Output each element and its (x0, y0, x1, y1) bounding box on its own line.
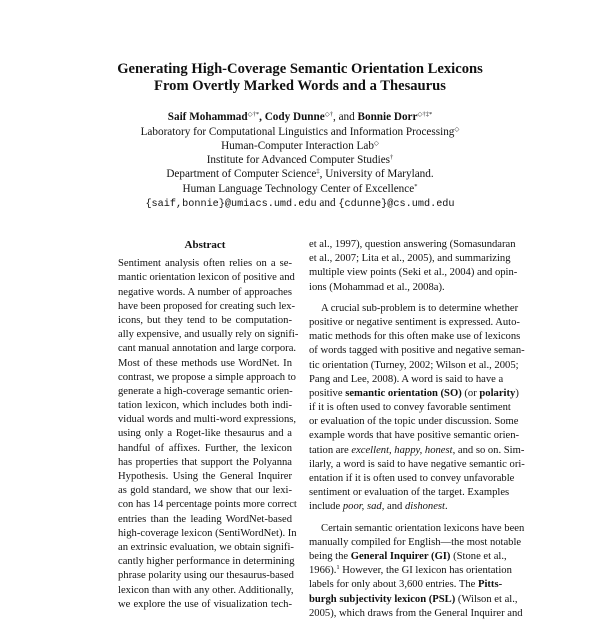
paragraph-manual-lexicons: Certain semantic orientation lexicons have been manually compiled for English—the most notable being the General Inquirer (GI) (Stone et al., 1966).$^1$ However, the GI lexicon has orientation labels for only about 3,600 entries. The Pitts- burgh subjectivity lexicon (PSL) (Wilson et al., 2005), which draws from the General Inquirer and (309, 522, 525, 619)
body-line: et al., 1997), question answering (Somasundaran (309, 239, 516, 250)
email-address: {cdunne}@cs.umd.edu (338, 198, 455, 210)
abstract-line: has properties that support the Polyanna (118, 456, 292, 468)
term-semantic-orientation: semantic orientation (SO) (345, 387, 462, 399)
abstract-line: tation lexicon, which includes both indi- (118, 400, 292, 412)
abstract-line: we explore the use of visualization tech- (118, 598, 292, 610)
term-general-inquirer: General Inquirer (GI) (350, 550, 451, 562)
abstract-line: vidual words and multi-word expressions, (118, 414, 297, 426)
abstract-line: high-coverage lexicon (SentiWordNet). In (118, 527, 297, 539)
footnote-marker: 1 (336, 564, 340, 572)
affiliation: Department of Computer Science‡, University of Maryland. (166, 168, 434, 181)
abstract-line: have been proposed for creating such lex- (118, 300, 296, 312)
affiliation: Human-Computer Interaction Lab◇ (221, 139, 379, 152)
affiliation: Institute for Advanced Computer Studies† (206, 154, 394, 167)
body-line: ions (Mohammad et al., 2008a). (309, 281, 445, 293)
term-polarity: polarity (479, 387, 516, 399)
title-line-1: Generating High-Coverage Semantic Orientation Lexicons (117, 61, 483, 77)
abstract-line: contrast, we propose a simple approach to (118, 371, 296, 383)
author-marks: ◇†‡* (417, 111, 433, 118)
term-psl: burgh subjectivity lexicon (PSL) (309, 593, 456, 605)
abstract-line: cantly higher performance in determining (118, 556, 295, 568)
email-connector: and (319, 196, 336, 209)
author-name: Bonnie Dorr (357, 111, 418, 123)
abstract-line: an extrinsic evaluation, we obtain signifi- (118, 541, 294, 553)
abstract-column (118, 238, 299, 612)
abstract-line: handful of affixes. Further, the lexicon (118, 442, 292, 454)
author-name: Saif Mohammad (167, 111, 248, 123)
abstract-line: as gold standard, we show that our lexi- (118, 485, 292, 497)
author-separator: , (259, 111, 262, 123)
abstract-line: cant manual annotation and large corpora. (118, 343, 297, 355)
author-marks: ◇†* (247, 111, 260, 118)
body-line: multiple view points (Seki et al., 2004) and opin- (309, 267, 518, 279)
affiliation: Human Language Technology Center of Excellence* (182, 182, 418, 195)
abstract-heading: Abstract (184, 239, 226, 251)
abstract-line: lexicon than with any other. Additionally, (118, 584, 294, 596)
affiliation: Laboratory for Computational Linguistics and Information Processing◇ (140, 125, 460, 138)
body-line: et al., 2007; Lita et al., 2005), and summarizing (309, 253, 511, 265)
abstract-line: Hypothesis. Using the General Inquirer (118, 471, 292, 483)
abstract-line: negative words. A number of approaches (118, 286, 292, 298)
paragraph-semantic-orientation: A crucial sub-problem is to determine whether positive or negative sentiment is expressed. Auto- matic methods for this often make use of lexicons of words tagged with positive and negative seman- tic orientation (Turney, 2002; Wilson et al., 2005; Pang and Lee, 2008). A word is said to have a positive semantic orientation (SO) (or polarity) if it is often used to convey favorable sentiment or evaluation of the topic under discussion. Some example words that have positive semantic orien- tation are excellent, happy, honest, and so on. Sim- ilarly, a word is said to have negative semantic ori- entation if it is often used to convey unfavorable sentiment or evaluation of the target. Examples include poor, sad, and dishonest. (309, 302, 525, 513)
abstract-line: generate a high-coverage semantic orien- (118, 385, 293, 397)
abstract-line: using only a Roget-like thesaurus and a (118, 428, 292, 440)
abstract-line: Sentiment analysis often relies on a se- (118, 258, 292, 270)
abstract-line: phrase polarity using our thesaurus-based (118, 570, 294, 582)
author-marks: ◇† (324, 111, 333, 118)
abstract-line: ally expensive, and usually rely on signifi- (118, 329, 299, 341)
author-name: Cody Dunne (264, 111, 325, 123)
abstract-line: mantic orientation lexicon of positive and (118, 272, 295, 284)
email-address: {saif,bonnie}@umiacs.umd.edu (145, 198, 317, 210)
abstract-line: con has 14 percentage points more correct (118, 499, 297, 511)
abstract-line: Most of these methods use WordNet. In (118, 357, 292, 369)
author-separator: , and (332, 111, 355, 123)
author-names (0, 110, 600, 124)
abstract-line: icons, but they tend to be computation- (118, 314, 292, 326)
author-block (0, 110, 600, 212)
email-line (0, 196, 600, 212)
abstract-line: entries than the leading WordNet-based (118, 513, 292, 525)
abstract-text (118, 257, 299, 612)
paper-title (0, 61, 600, 95)
body-column (309, 238, 525, 621)
paragraph-intro-continued (309, 238, 518, 295)
title-line-2: From Overtly Marked Words and a Thesaurus (154, 78, 446, 94)
